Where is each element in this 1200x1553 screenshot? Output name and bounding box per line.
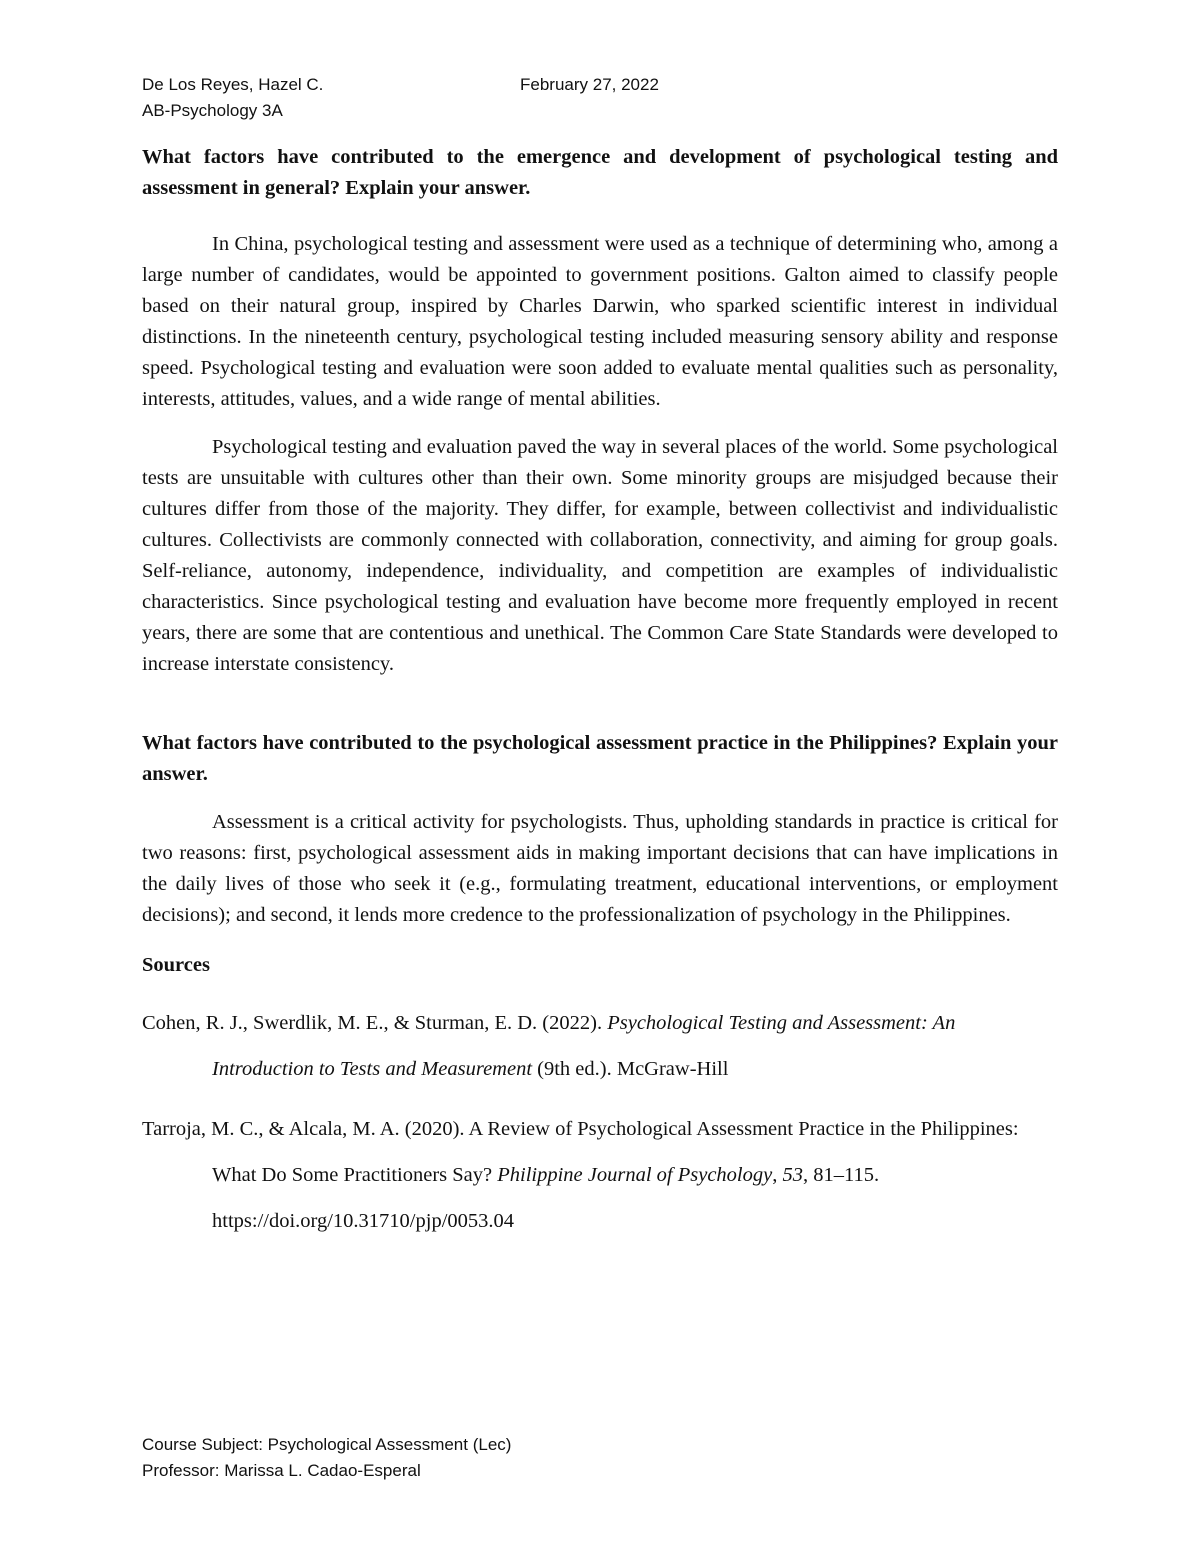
document-date: February 27, 2022	[520, 75, 659, 94]
professor-name: Professor: Marissa L. Cadao-Esperal	[142, 1461, 421, 1480]
reference-1-edition: (9th ed.). McGraw-Hill	[532, 1058, 729, 1080]
reference-2	[142, 1106, 1058, 1244]
student-name: De Los Reyes, Hazel C.	[142, 75, 324, 94]
reference-1-authors: Cohen, R. J., Swerdlik, M. E., & Sturman, E. D. (2022).	[142, 1012, 608, 1034]
reference-2-volume: 53	[782, 1164, 803, 1186]
reference-2-pages-doi: , 81–115. https://doi.org/10.31710/pjp/0053.04	[212, 1164, 880, 1232]
reference-1-title: Psychological Testing and Assessment: An Introduction to Tests and Measurement	[212, 1012, 956, 1080]
course-section: AB-Psychology 3A	[142, 101, 283, 120]
question-2: What factors have contributed to the psychological assessment practice in the Philippines? Explain your answer.	[142, 732, 1058, 785]
document-header	[142, 72, 1042, 124]
document-body	[142, 142, 1058, 1258]
document-footer	[142, 1432, 842, 1484]
reference-2-authors: Tarroja, M. C., & Alcala, M. A. (2020). A Review of Psychological Assessment Practice in the Philippines: What Do Some Practitioners Say?	[142, 1118, 1019, 1186]
reference-2-separator: ,	[772, 1164, 783, 1186]
question-1: What factors have contributed to the emergence and development of psychological testing and assessment in general? Explain your answer.	[142, 146, 1058, 199]
course-subject: Course Subject: Psychological Assessment (Lec)	[142, 1435, 512, 1454]
sources-heading: Sources	[142, 954, 210, 976]
answer-2-paragraph-1: Assessment is a critical activity for psychologists. Thus, upholding standards in practice is critical for two reasons: first, psychological assessment aids in making important decisions that can have implications in the daily lives of those who seek it (e.g., formulating treatment, educational interventions, or employment decisions); and second, it lends more credence to the professionalization of psychology in the Philippines.	[142, 811, 1058, 926]
reference-1	[142, 1000, 1058, 1092]
reference-2-journal: Philippine Journal of Psychology	[497, 1164, 773, 1186]
answer-1-paragraph-2: Psychological testing and evaluation paved the way in several places of the world. Some psychological tests are unsuitable with cultures other than their own. Some minority groups are misjudged because their cultures differ from those of the majority. They differ, for example, between collectivist and individualistic cultures. Collectivists are commonly connected with collaboration, connectivity, and aiming for group goals. Self-reliance, autonomy, independence, individuality, and competition are examples of individualistic characteristics. Since psychological testing and evaluation have become more frequently employed in recent years, there are some that are contentious and unethical. The Common Care State Standards were developed to increase interstate consistency.	[142, 436, 1058, 675]
answer-1-paragraph-1: In China, psychological testing and assessment were used as a technique of determining who, among a large number of candidates, would be appointed to government positions. Galton aimed to classify people based on their natural group, inspired by Charles Darwin, who sparked scientific interest in individual distinctions. In the nineteenth century, psychological testing included measuring sensory ability and response speed. Psychological testing and evaluation were soon added to evaluate mental qualities such as personality, interests, attitudes, values, and a wide range of mental abilities.	[142, 233, 1058, 410]
